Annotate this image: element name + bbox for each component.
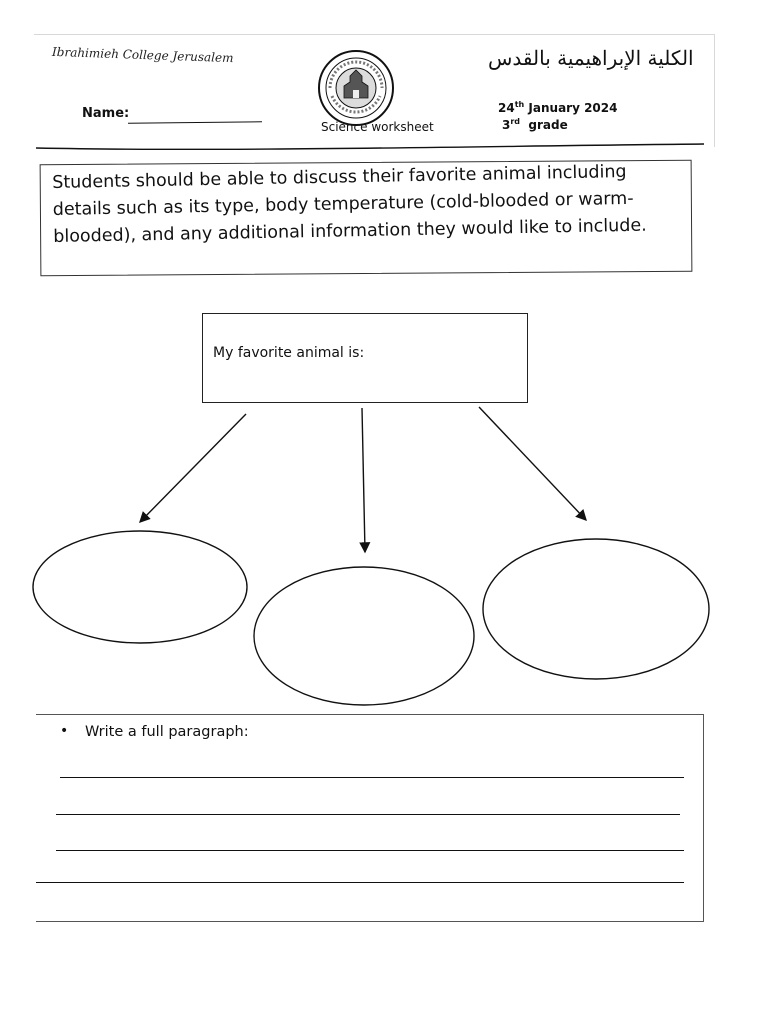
answer-oval-middle[interactable] — [254, 567, 474, 705]
grade-num: 3 — [502, 118, 511, 132]
writing-line-3[interactable] — [56, 850, 684, 851]
writing-line-4[interactable] — [36, 882, 684, 883]
favorite-animal-label: My favorite animal is: — [213, 345, 365, 361]
arrow-right — [479, 407, 586, 520]
answer-oval-right[interactable] — [483, 539, 709, 679]
school-name-ar: الكلية الإبراهيمية بالقدس — [488, 46, 694, 70]
grade-word: grade — [528, 118, 568, 132]
date-rest: January 2024 — [528, 101, 618, 115]
instruction-text: Students should be able to discuss their favorite animal including details such as its type, body temperature (cold-blooded or warm-blooded), and any additional information they would like to include. — [52, 161, 647, 247]
answer-oval-left[interactable] — [33, 531, 247, 643]
date-day: 24 — [498, 101, 515, 115]
worksheet-title: Science worksheet — [321, 120, 434, 134]
paragraph-bullet: • — [60, 723, 69, 739]
school-name-en: Ibrahimieh College Jerusalem — [51, 44, 234, 66]
arrow-middle — [362, 408, 365, 552]
paragraph-box — [36, 714, 704, 922]
date-day-suffix: th — [514, 100, 525, 109]
paragraph-prompt: Write a full paragraph: — [85, 724, 249, 740]
writing-line-2[interactable] — [56, 814, 680, 815]
writing-line-1[interactable] — [60, 777, 684, 778]
arrow-left — [140, 414, 246, 522]
grade-suffix: rd — [510, 117, 521, 126]
name-label: Name: — [82, 106, 130, 121]
